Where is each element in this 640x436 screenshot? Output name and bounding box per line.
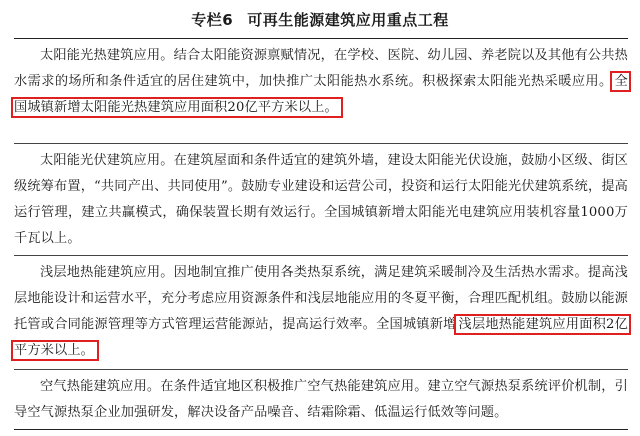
table-row-solar-pv [14,143,628,255]
row-text: 太阳能光热建筑应用。结合太阳能资源禀赋情况，在学校、医院、幼儿园、养老院以及其他有公共热水需求的场所和条件适宜的居住建筑中，加快推广太阳能热水系统。积极探索太阳能光热采暖应用。 [14,48,628,89]
caption-label: 专栏6 [191,11,234,29]
caption-title: 可再生能源建筑应用重点工程 [247,11,449,29]
row-paragraph [14,374,628,426]
row-paragraph [14,148,628,252]
table-row-solar-thermal [14,39,628,143]
table-row-air-source [14,369,628,429]
table-caption [0,7,640,33]
projects-table [14,38,628,430]
highlighted-target-text: 浅层地热能建筑应用面积2亿平方米以上。 [14,317,628,358]
row-text: 太阳能光伏建筑应用。在建筑屋面和条件适宜的建筑外墙，建设太阳能光伏设施，鼓励小区级、街区级统筹布置，“共同产出、共同使用”。鼓励专业建设和运营公司，投资和运行太阳能光伏建筑系统，提高运行管理，建立共赢模式，确保装置长期有效运行。全国城镇新增太阳能光电建筑应用装机容量1000万千瓦以上。 [14,153,628,246]
table-row-shallow-geothermal [14,255,628,369]
highlighted-target-text: 全国城镇新增太阳能光热建筑应用面积20亿平方米以上。 [14,74,628,115]
row-text: 浅层地热能建筑应用。因地制宜推广使用各类热泵系统，满足建筑采暖制冷及生活热水需求。提高浅层地能设计和运营水平，充分考虑应用资源条件和浅层地能应用的冬夏平衡，合理匹配机组。鼓励以能源托管或合同能源管理等方式管理运营能源站，提高运行效率。全国城镇新增 [14,265,628,332]
row-paragraph [14,43,628,121]
row-paragraph [14,260,628,364]
row-text: 空气热能建筑应用。在条件适宜地区积极推广空气热能建筑应用。建立空气源热泵系统评价机制，引导空气源热泵企业加强研发，解决设备产品噪音、结霜除霜、低温运行低效等问题。 [14,379,628,420]
